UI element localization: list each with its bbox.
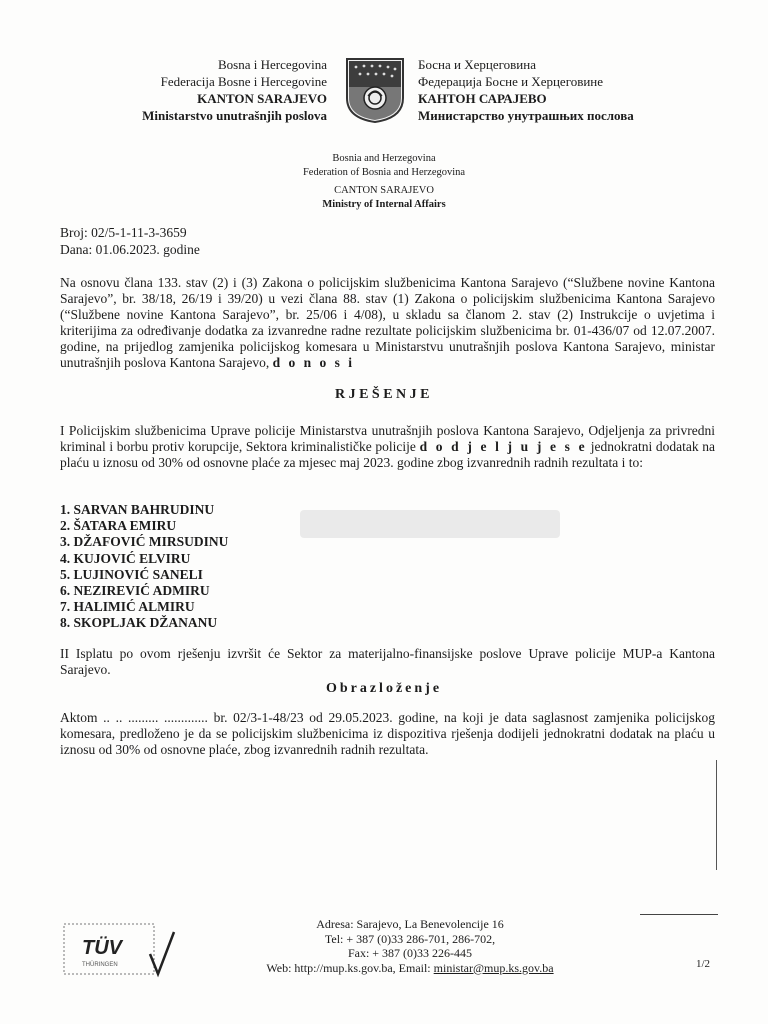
header-ministry-latin: Ministarstvo unutrašnjih poslova — [142, 108, 327, 123]
header-right-cyrillic — [418, 56, 718, 124]
intro-verb: d o n o s i — [272, 355, 355, 370]
header-english — [234, 152, 534, 212]
section-1-text-before: I Policijskim službenicima Uprave policije Ministarstva unutrašnjih poslova Kantona Sarajevo, Odjeljenja za privredni kriminal i borbu protiv korupcije, Sektora kriminalističke policije — [60, 423, 715, 454]
section-2-text: II Isplatu po ovom rješenju izvršit će Sektor za materijalno-finansijske poslove Uprave policije MUP-a Kantona Sarajevo. — [60, 646, 715, 677]
header-ministry-cyrillic: Министарство унутрашњих послова — [418, 108, 634, 123]
list-item: 1. SARVAN BAHRUDINU — [60, 502, 215, 517]
footer-tel: Tel: + 387 (0)33 286-701, 286-702, — [324, 931, 496, 946]
section-2-paragraph — [60, 646, 715, 678]
document-title: RJEŠENJE — [334, 387, 434, 402]
list-item: 5. LUJINOVIĆ SANELI — [60, 566, 203, 582]
footer-web: Web: http://mup.ks.gov.ba, Email: — [266, 960, 434, 975]
header-canton-cyrillic: КАНТОН САРАЈЕВО — [418, 91, 547, 106]
reasoning-paragraph — [60, 710, 715, 758]
header-country-cyrillic: Босна и Херцеговина — [418, 57, 536, 72]
header-canton-english: CANTON SARAJEVO — [334, 185, 434, 196]
intro-paragraph — [60, 275, 715, 371]
list-item: 4. KUJOVIĆ ELVIRU — [60, 550, 191, 566]
footer-email-link[interactable]: ministar@mup.ks.gov.ba — [433, 960, 554, 975]
list-item: 2. ŠATARA EMIRU — [60, 518, 177, 534]
document-number: Broj: 02/5-1-11-3-3659 — [60, 225, 187, 240]
header-country-latin: Bosna i Hercegovina — [217, 57, 327, 72]
header-federation-latin: Federacija Bosne i Hercegovine — [160, 74, 327, 89]
header-ministry-english: Ministry of Internal Affairs — [322, 199, 446, 210]
page-number: 1/2 — [696, 958, 711, 970]
redaction-smudge — [300, 510, 560, 538]
section-1-text-after: jednokratni dodatak na plaću u iznosu od 30% od osnovne plaće za mjesec maj 2023. godine zbog izvanrednih radnih rezultata i to: — [60, 439, 716, 470]
reasoning-title: Obrazloženje — [325, 681, 443, 696]
section-1-verb: d o d j e l j u j e s e — [419, 439, 588, 454]
margin-line — [716, 760, 717, 870]
section-1-paragraph — [60, 423, 715, 471]
recipient-list — [60, 502, 228, 632]
list-item: 6. NEZIREVIĆ ADMIRU — [60, 583, 210, 599]
canton-sarajevo-coat-of-arms-icon — [344, 56, 406, 124]
svg-text:TÜV: TÜV — [82, 937, 122, 959]
svg-text:THÜRINGEN: THÜRINGEN — [82, 962, 118, 968]
footer-address: Adresa: Sarajevo, La Benevolencije 16 — [316, 917, 504, 931]
header-country-english: Bosnia and Herzegovina — [332, 153, 436, 164]
header-federation-english: Federation of Bosnia and Herzegovina — [302, 167, 466, 178]
document-meta — [60, 224, 200, 258]
footer-contact — [240, 917, 580, 975]
list-item: 8. SKOPLJAK DŽANANU — [60, 615, 218, 631]
footer-web-line — [240, 961, 580, 976]
header-canton-latin: KANTON SARAJEVO — [197, 91, 327, 106]
reasoning-text: Aktom .. .. ......... ............. br. 02/3-1-48/23 od 29.05.2023. godine, na koji je data saglasnost zamjenika policijskog komesara, predloženo je da se policijskim službenicima iz dispozitiva rješenja dodijeli jednokratni dodatak na plaću u iznosu od 30% od osnovne plaće, zbog izvanrednih radnih rezultata. — [60, 710, 715, 757]
list-item: 7. HALIMIĆ ALMIRU — [60, 599, 195, 615]
intro-text: Na osnovu člana 133. stav (2) i (3) Zakona o policijskim službenicima Kantona Sarajevo (“Službene novine Kantona Sarajevo”, br. 38/18, 26/19 i 39/20) u vezi člana 88. stav (1) Zakona o policijskim službenicima Kantona Sarajevo (“Službene novine Kantona Sarajevo”, br. 25/06 i 4/08), u skladu sa članom 2. stav (2) Instrukcije o uvjetima i kriterijima za određivanje dodatka za izvanredne radne rezultate policijskim službenicima br. 01-436/07 od 12.07.2007. godine, na prijedlog zamjenika policijskog komesara u Ministarstvu unutrašnjih poslova Kantona Sarajevo, ministar unutrašnjih poslova Kantona Sarajevo, — [60, 275, 715, 370]
document-date: Dana: 01.06.2023. godine — [60, 242, 200, 257]
footer-fax: Fax: + 387 (0)33 226-445 — [347, 946, 473, 960]
list-item: 3. DŽAFOVIĆ MIRSUDINU — [60, 534, 229, 550]
header-left-latin — [67, 56, 327, 124]
tuv-thuringen-certification-icon — [58, 918, 178, 980]
header-federation-cyrillic: Федерација Босне и Херцеговине — [418, 74, 604, 89]
footer-rule — [640, 914, 718, 915]
